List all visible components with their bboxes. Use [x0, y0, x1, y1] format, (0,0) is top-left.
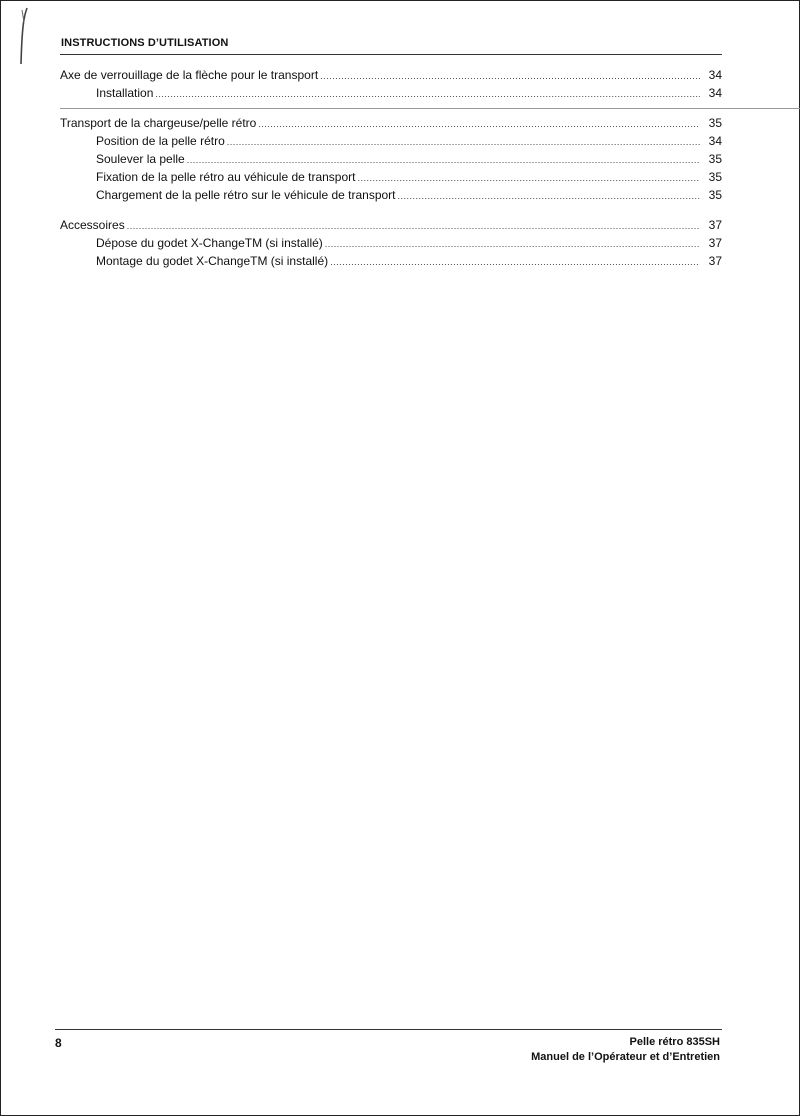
- toc-subentry-page: 35: [708, 152, 722, 166]
- toc-subentry-label: Soulever la pelle: [96, 152, 185, 166]
- footer-page-number: 8: [55, 1036, 62, 1050]
- toc-section: [60, 66, 722, 102]
- toc-entry[interactable]: [60, 66, 722, 84]
- dot-leader: [155, 85, 700, 103]
- toc-section: [60, 114, 722, 204]
- toc-entry-label: Transport de la chargeuse/pelle rétro: [60, 116, 257, 130]
- footer-manual-title: Manuel de l’Opérateur et d’Entretien: [531, 1051, 720, 1063]
- footer-divider: [55, 1029, 722, 1030]
- dot-leader: [187, 151, 700, 169]
- dot-leader: [227, 133, 700, 151]
- scan-artifact-icon: [18, 6, 30, 66]
- toc-subentry[interactable]: [60, 132, 722, 150]
- page-header-title: INSTRUCTIONS D’UTILISATION: [61, 37, 229, 49]
- header-divider: [60, 54, 722, 55]
- table-of-contents: [60, 66, 722, 270]
- toc-subentry-label: Chargement de la pelle rétro sur le véhicule de transport: [96, 188, 396, 202]
- toc-subentry-label: Fixation de la pelle rétro au véhicule de transport: [96, 170, 356, 184]
- toc-subentry-label: Position de la pelle rétro: [96, 134, 225, 148]
- footer-product-name: Pelle rétro 835SH: [629, 1036, 720, 1048]
- toc-entry-label: Accessoires: [60, 218, 125, 232]
- dot-leader: [330, 253, 700, 271]
- toc-entry-page: 34: [708, 68, 722, 82]
- footer-info: [531, 1035, 720, 1065]
- dot-leader: [127, 217, 700, 235]
- toc-subentry-label: Installation: [96, 86, 154, 100]
- toc-subentry[interactable]: [60, 168, 722, 186]
- toc-subentry-page: 35: [708, 188, 722, 202]
- toc-subentry-page: 34: [708, 86, 722, 100]
- toc-subentry-label: Montage du godet X-ChangeTM (si installé): [96, 254, 329, 268]
- toc-entry[interactable]: [60, 216, 722, 234]
- toc-entry[interactable]: [60, 114, 722, 132]
- toc-section: [60, 216, 722, 270]
- dot-leader: [258, 115, 700, 133]
- toc-subentry-page: 37: [708, 236, 722, 250]
- toc-entry-page: 35: [708, 116, 722, 130]
- dot-leader: [325, 235, 700, 253]
- toc-subentry[interactable]: [60, 84, 722, 102]
- toc-subentry[interactable]: [60, 186, 722, 204]
- toc-subentry-page: 34: [708, 134, 722, 148]
- toc-subentry-page: 37: [708, 254, 722, 268]
- toc-entry-label: Axe de verrouillage de la flèche pour le transport: [60, 68, 319, 82]
- dot-leader: [357, 169, 700, 187]
- dot-leader: [398, 187, 701, 205]
- toc-entry-page: 37: [708, 218, 722, 232]
- toc-subentry[interactable]: [60, 234, 722, 252]
- toc-subentry[interactable]: [60, 252, 722, 270]
- dot-leader: [320, 67, 700, 85]
- toc-subentry-label: Dépose du godet X-ChangeTM (si installé): [96, 236, 323, 250]
- toc-subentry-page: 35: [708, 170, 722, 184]
- toc-subentry[interactable]: [60, 150, 722, 168]
